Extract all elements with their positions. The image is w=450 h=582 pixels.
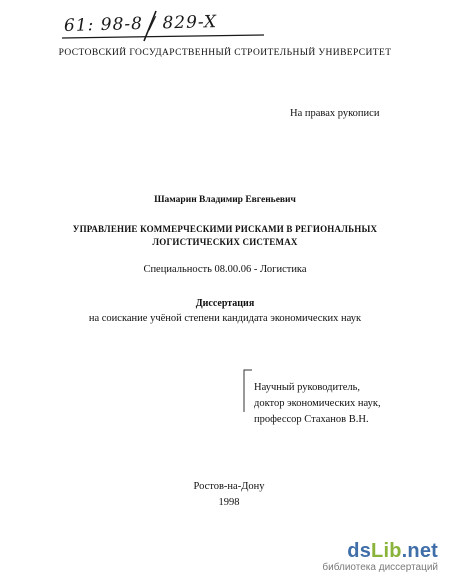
advisor-line-3: профессор Стаханов В.Н. xyxy=(254,414,369,425)
logo-part-lib: Lib xyxy=(371,540,402,562)
dslib-logo xyxy=(347,540,438,562)
title-line-2: ЛОГИСТИЧЕСКИХ СИСТЕМАХ xyxy=(152,237,298,247)
logo-part-ds: ds xyxy=(347,540,372,562)
advisor-line-1: Научный руководитель, xyxy=(254,382,361,393)
city: Ростов-на-Дону xyxy=(193,481,265,492)
dissertation-title xyxy=(0,223,450,249)
dslib-watermark xyxy=(318,540,438,574)
logo-part-net: .net xyxy=(401,540,438,562)
title-line-1: УПРАВЛЕНИЕ КОММЕРЧЕСКИМИ РИСКАМИ В РЕГИОНАЛЬНЫХ xyxy=(72,224,378,234)
university-name: РОСТОВСКИЙ ГОСУДАРСТВЕННЫЙ СТРОИТЕЛЬНЫЙ УНИВЕРСИТЕТ xyxy=(58,48,392,58)
degree-line: на соискание учёной степени кандидата экономических наук xyxy=(88,313,362,324)
handwritten-catalog-stamp xyxy=(58,8,268,44)
year: 1998 xyxy=(218,497,240,508)
specialty-line: Специальность 08.00.06 - Логистика xyxy=(143,264,307,275)
corner-bracket-icon xyxy=(232,366,256,416)
handwritten-catalog-code: 61: 98-8 / 829-X xyxy=(63,11,218,37)
scientific-advisor xyxy=(254,380,381,428)
rights-note: На правах рукописи xyxy=(290,108,380,119)
advisor-line-2: доктор экономических наук, xyxy=(254,398,381,409)
watermark-subtitle: библиотека диссертаций xyxy=(322,562,438,573)
work-type: Диссертация xyxy=(195,298,255,309)
author-name: Шамарин Владимир Евгеньевич xyxy=(154,195,296,205)
